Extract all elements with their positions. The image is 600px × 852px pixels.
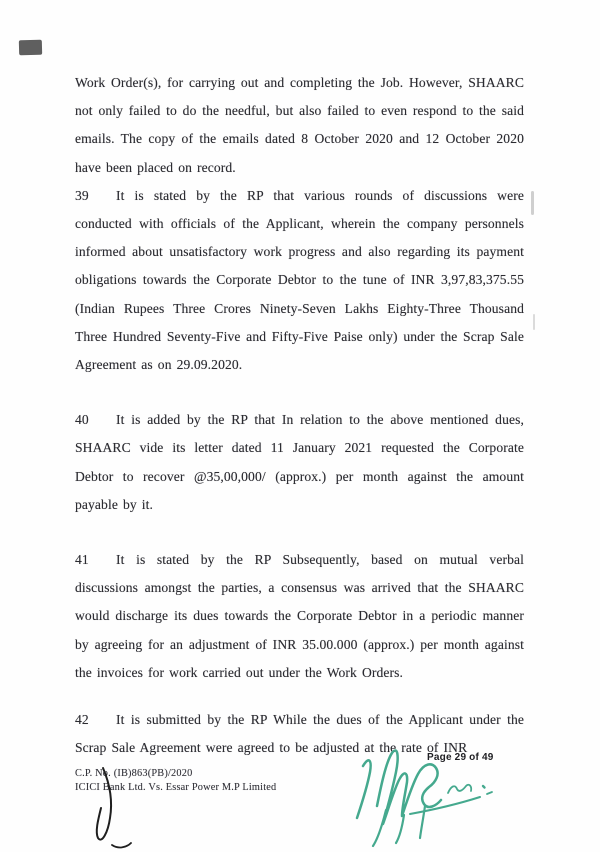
paragraph-text: It is stated by the RP Subsequently, based on mutual verbal discussions amongst the parties, a consensus was arrived that the SHAARC would discharge its dues towards the Corporate Debtor in a periodic manner by agreeing for an adjustment of INR 35.00.000 (approx.) per month against the invoices for work carried out under the Work Orders. xyxy=(75,552,524,680)
page-number-indicator: Page 29 of 49 xyxy=(427,752,494,763)
case-title: ICICI Bank Ltd. Vs. Essar Power M.P Limited xyxy=(75,781,277,793)
paragraph-text: It is stated by the RP that various rounds of discussions were conducted with officials of the Applicant, wherein the company personnels informed about unsatisfactory work progress and also regarding its payment obligations towards the Corporate Debtor to the tune of INR 3,97,83,375.55 (Indian Rupees Three Crores Ninety-Seven Lakhs Eighty-Three Thousand Three Hundred Seventy-Five and Fifty-Five Paise only) under the Scrap Sale Agreement as on 29.09.2020. xyxy=(75,187,524,373)
paragraph-text: It is submitted by the RP While the dues of the Applicant under the Scrap Sale Agreement were agreed to be adjusted at the rate of INR xyxy=(75,712,524,756)
paragraph-text: Work Order(s), for carrying out and completing the Job. However, SHAARC not only failed to do the needful, but also failed to even respond to the said emails. The copy of the emails dated 8 October 2020 and 12 October 2020 have been placed on record. xyxy=(75,75,524,175)
document-body xyxy=(75,69,524,762)
paragraph xyxy=(75,546,524,687)
paragraph-number: 41 xyxy=(75,552,89,568)
scan-artifact-corner xyxy=(19,40,42,56)
case-number: C.P. No. (IB)863(PB)/2020 xyxy=(75,768,193,779)
paragraph xyxy=(75,182,524,379)
paragraph xyxy=(75,406,524,519)
pen-flourish xyxy=(85,762,155,852)
scan-artifact-edge xyxy=(533,314,535,330)
handwritten-signature xyxy=(340,733,510,851)
scan-artifact-edge xyxy=(531,191,534,215)
paragraph-number: 39 xyxy=(75,187,89,203)
paragraph-number: 40 xyxy=(75,412,89,428)
paragraph xyxy=(75,69,524,182)
paragraph-number: 42 xyxy=(75,712,89,728)
paragraph-text: It is added by the RP that In relation to the above mentioned dues, SHAARC vide its letter dated 11 January 2021 requested the Corporate Debtor to recover @35,00,000/ (approx.) per month against the amount payable by it. xyxy=(75,412,524,512)
